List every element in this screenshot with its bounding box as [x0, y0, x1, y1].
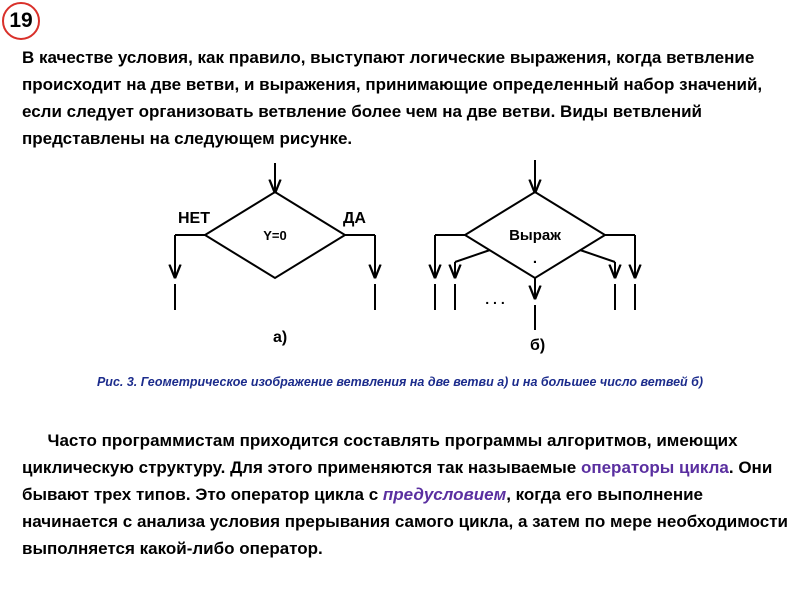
diagram-a-sublabel: а): [273, 329, 288, 346]
diagram-b-ellipsis: . . .: [485, 291, 505, 307]
body-text-part3: , когда его выполнение начинается с анализа условия прерывания самого цикла, а затем по мере необходимости выполняется какой-либо оператор.: [22, 485, 788, 558]
figure-caption: Рис. 3. Геометрическое изображение ветвления на две ветви а) и на большее число ветвей б): [96, 375, 704, 389]
diagram-b-dot: .: [532, 250, 538, 267]
body-text-part2: . Они бывают трех типов. Это оператор цикла с: [22, 458, 773, 504]
diagram-a-no-label: НЕТ: [178, 210, 210, 227]
diagram-a-condition: Y=0: [263, 228, 287, 243]
precondition-link[interactable]: предусловием: [382, 485, 507, 504]
diagram-b-inner-left-connector: [455, 250, 490, 262]
diagram-b-sublabel: б): [530, 337, 546, 354]
diagram-b-expression: Выраж: [509, 227, 561, 244]
body-text-part1: Часто программистам приходится составлять программы алгоритмов, имеющих циклическую структуру. Для этого применяются так называемые: [22, 431, 738, 477]
slide-number: 19: [9, 9, 33, 32]
body-paragraph: [22, 427, 792, 562]
loop-operators-link[interactable]: операторы цикла: [580, 458, 729, 477]
intro-paragraph: В качестве условия, как правило, выступают логические выражения, когда ветвление происходит на две ветви, и выражения, принимающие определенный набор значений, если следует организовать ветвление более чем на две ветви. Виды ветвлений представлены на следующем рисунке.: [22, 48, 763, 148]
diagram-b-inner-right-connector: [580, 250, 615, 262]
diagram-b: [435, 160, 635, 330]
diagram-a-yes-label: ДА: [343, 210, 366, 227]
